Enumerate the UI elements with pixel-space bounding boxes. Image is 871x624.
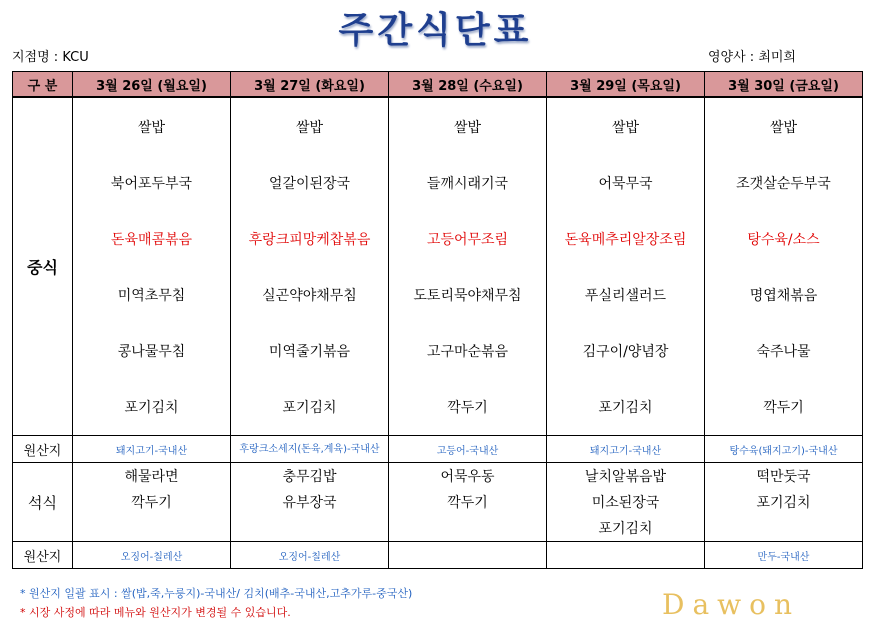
menu-cell: 포기김치 [73, 379, 231, 436]
menu-cell: 깍두기 [389, 379, 547, 436]
origin-note: * 원산지 일괄 표시 : 쌀(밥,죽,누룽지)-국내산/ 김치(배추-국내산,고추가루-중국산) [20, 587, 413, 600]
weekly-menu-table [12, 71, 863, 569]
menu-cell: 포기김치 [231, 379, 389, 436]
origin-cell [389, 542, 547, 569]
menu-cell: 쌀밥 [705, 97, 863, 155]
menu-cell: 포기김치 [547, 515, 705, 542]
menu-cell: 숙주나물 [705, 323, 863, 379]
menu-cell: 명엽채볶음 [705, 267, 863, 323]
menu-cell: 들깨시래기국 [389, 155, 547, 211]
origin-cell: 오징어-칠레산 [73, 542, 231, 569]
menu-cell: 포기김치 [705, 489, 863, 515]
menu-cell: 실곤약야채무침 [231, 267, 389, 323]
menu-cell: 미소된장국 [547, 489, 705, 515]
menu-cell: 고구마순볶음 [389, 323, 547, 379]
branch-name: 지점명 : KCU [12, 50, 89, 65]
origin-cell: 만두-국내산 [705, 542, 863, 569]
menu-cell: 유부장국 [231, 489, 389, 515]
main-dish-cell: 고등어무조림 [389, 211, 547, 267]
menu-cell: 푸실리샐러드 [547, 267, 705, 323]
origin-cell: 돼지고기-국내산 [547, 436, 705, 463]
lunch-origin-label: 원산지 [13, 436, 73, 463]
menu-cell: 쌀밥 [231, 97, 389, 155]
change-notice: * 시장 사정에 따라 메뉴와 원산지가 변경될 수 있습니다. [20, 606, 291, 619]
menu-cell: 얼갈이된장국 [231, 155, 389, 211]
header-row [13, 72, 863, 98]
header-day: 3월 26일 (월요일) [73, 72, 231, 98]
menu-cell [389, 515, 547, 542]
origin-cell: 돼지고기-국내산 [73, 436, 231, 463]
menu-cell: 어묵무국 [547, 155, 705, 211]
menu-cell: 김구이/양념장 [547, 323, 705, 379]
dinner-label: 석식 [13, 463, 73, 542]
header-category: 구 분 [13, 72, 73, 98]
menu-cell: 날치알볶음밥 [547, 463, 705, 490]
menu-cell: 깍두기 [389, 489, 547, 515]
origin-cell [547, 542, 705, 569]
main-dish-cell: 탕수육/소스 [705, 211, 863, 267]
dinner-origin-label: 원산지 [13, 542, 73, 569]
menu-cell: 조갯살순두부국 [705, 155, 863, 211]
origin-cell: 오징어-칠레산 [231, 542, 389, 569]
header-day: 3월 27일 (화요일) [231, 72, 389, 98]
menu-cell: 충무김밥 [231, 463, 389, 490]
header-day: 3월 29일 (목요일) [547, 72, 705, 98]
menu-cell: 미역줄기볶음 [231, 323, 389, 379]
menu-cell: 도토리묵야채무침 [389, 267, 547, 323]
menu-cell: 콩나물무침 [73, 323, 231, 379]
menu-cell: 깍두기 [73, 489, 231, 515]
main-dish-cell: 돈육매콤볶음 [73, 211, 231, 267]
header-day: 3월 28일 (수요일) [389, 72, 547, 98]
menu-cell: 해물라면 [73, 463, 231, 490]
origin-cell: 고등어-국내산 [389, 436, 547, 463]
menu-cell: 깍두기 [705, 379, 863, 436]
lunch-label: 중식 [13, 97, 73, 436]
dietitian-name: 영양사 : 최미희 [708, 50, 796, 65]
page-title: 주간식단표 [338, 10, 533, 51]
menu-cell: 쌀밥 [389, 97, 547, 155]
menu-cell [705, 515, 863, 542]
menu-cell [73, 515, 231, 542]
main-dish-cell: 돈육메추리알장조림 [547, 211, 705, 267]
origin-cell: 후랑크소세지(돈육,계육)-국내산 [231, 436, 389, 463]
header-day: 3월 30일 (금요일) [705, 72, 863, 98]
menu-cell: 어묵우동 [389, 463, 547, 490]
dawon-logo: Dawon [662, 588, 800, 621]
menu-cell: 미역초무침 [73, 267, 231, 323]
menu-cell: 포기김치 [547, 379, 705, 436]
origin-cell: 탕수육(돼지고기)-국내산 [705, 436, 863, 463]
menu-cell: 북어포두부국 [73, 155, 231, 211]
menu-cell: 쌀밥 [547, 97, 705, 155]
menu-cell [231, 515, 389, 542]
menu-cell: 떡만둣국 [705, 463, 863, 490]
menu-cell: 쌀밥 [73, 97, 231, 155]
main-dish-cell: 후랑크피망케찹볶음 [231, 211, 389, 267]
